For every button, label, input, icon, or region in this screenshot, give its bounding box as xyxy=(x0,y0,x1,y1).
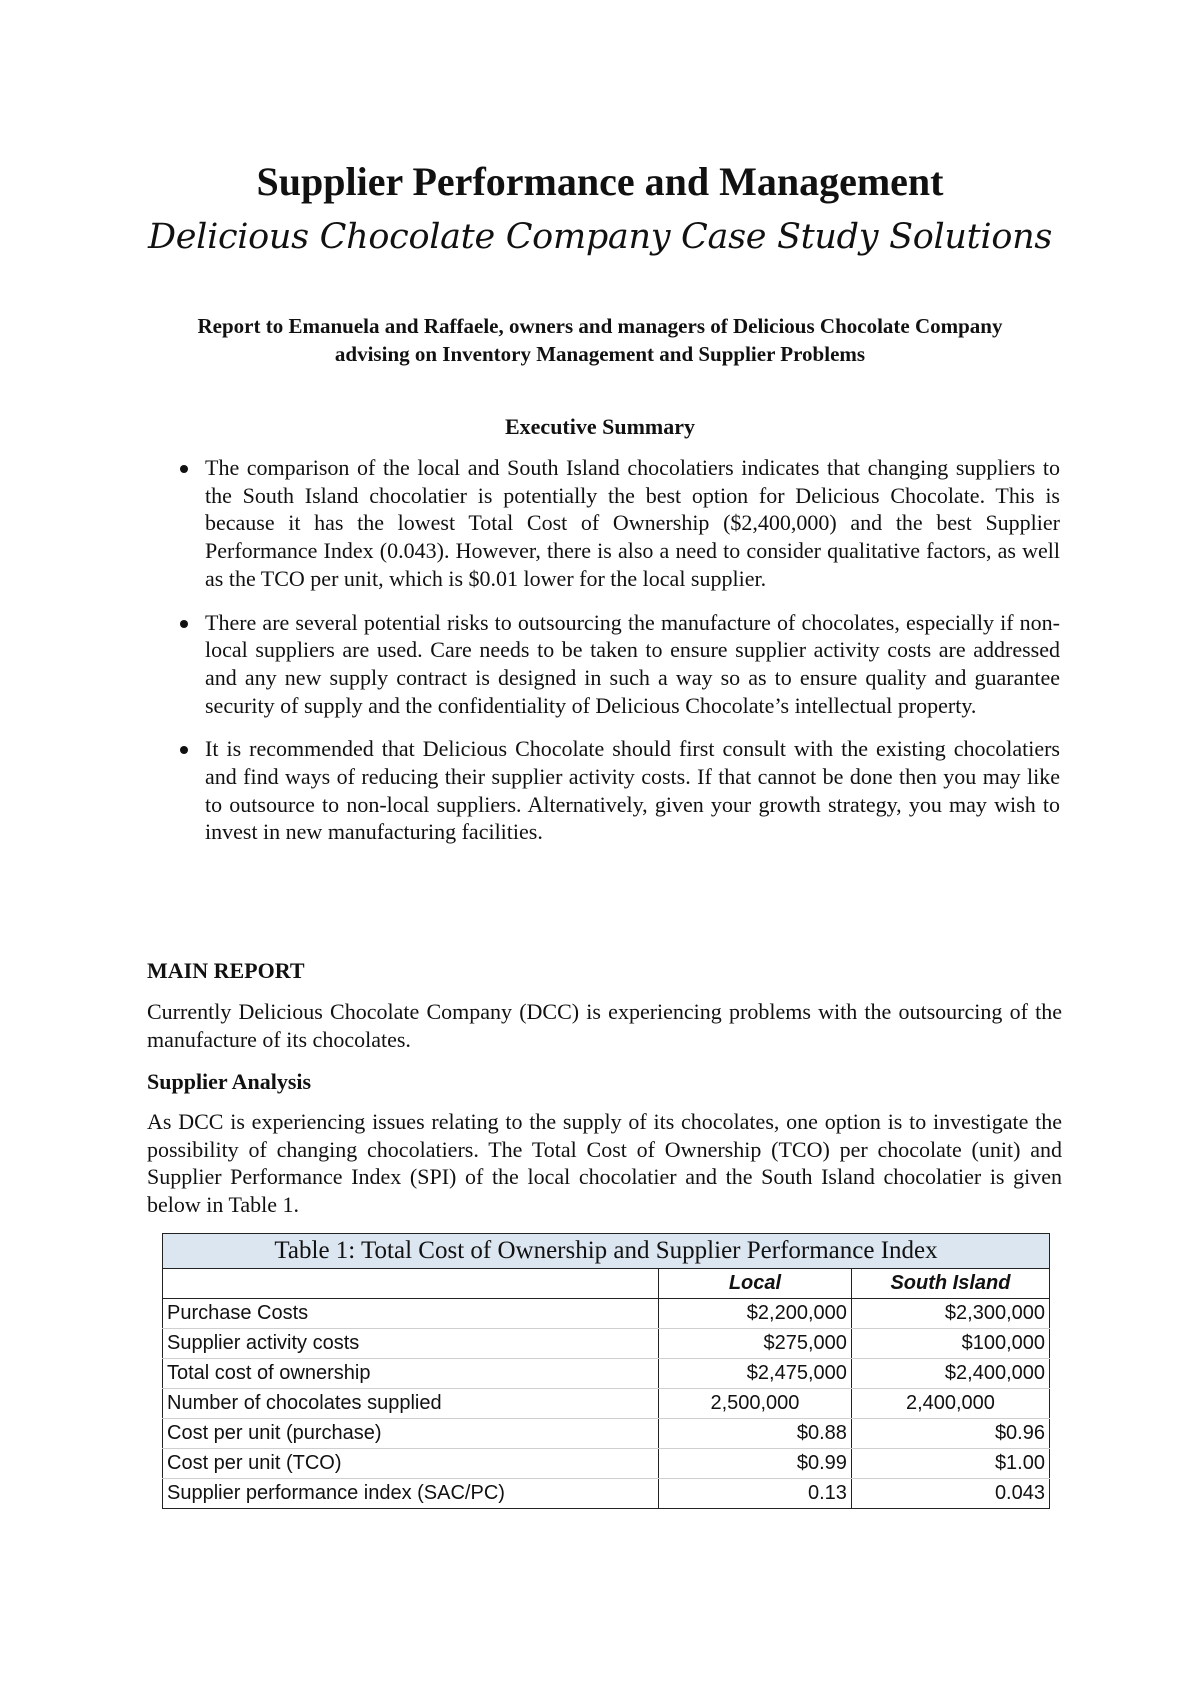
column-header-south-island: South Island xyxy=(851,1269,1049,1299)
document-title: Supplier Performance and Management xyxy=(256,159,944,204)
executive-summary-heading: Executive Summary xyxy=(504,414,696,439)
tco-spi-table xyxy=(162,1233,1050,1509)
bullet-icon xyxy=(180,465,188,473)
table-row xyxy=(163,1419,1050,1449)
table-row xyxy=(163,1479,1050,1509)
row-label: Cost per unit (TCO) xyxy=(163,1449,659,1479)
main-report-intro: Currently Delicious Chocolate Company (DCC) is experiencing problems with the outsourcing of the manufacture of its chocolates. xyxy=(147,999,1062,1052)
south-island-value: $0.96 xyxy=(851,1419,1049,1449)
local-value: $0.88 xyxy=(659,1419,852,1449)
local-value: $0.99 xyxy=(659,1449,852,1479)
south-island-value: $2,300,000 xyxy=(851,1299,1049,1329)
local-value: $2,200,000 xyxy=(659,1299,852,1329)
row-label: Supplier performance index (SAC/PC) xyxy=(163,1479,659,1509)
table-row xyxy=(163,1329,1050,1359)
local-value: 0.13 xyxy=(659,1479,852,1509)
summary-bullet xyxy=(172,735,1060,846)
south-island-value: $1.00 xyxy=(851,1449,1049,1479)
summary-bullet-text: It is recommended that Delicious Chocolate should first consult with the existing chocolatiers and find ways of reducing their supplier activity costs. If that cannot be done then you may like to outsource to non-local suppliers. Alternatively, given your growth strategy, you may wish to invest in new manufacturing facilities. xyxy=(205,736,1060,845)
table-caption-row xyxy=(163,1234,1050,1269)
table-row xyxy=(163,1359,1050,1389)
bullet-icon xyxy=(180,620,188,628)
document-subtitle: Delicious Chocolate Company Case Study Solutions xyxy=(148,217,1052,257)
table-caption: Table 1: Total Cost of Ownership and Supplier Performance Index xyxy=(163,1234,1050,1269)
row-label: Total cost of ownership xyxy=(163,1359,659,1389)
south-island-value: $2,400,000 xyxy=(851,1359,1049,1389)
summary-bullet-text: There are several potential risks to outsourcing the manufacture of chocolates, especially if non-local suppliers are used. Care needs to be taken to ensure supplier activity costs are addressed and any new supply contract is designed in such a way so as to ensure quality and guarantee security of supply and the confidentiality of Delicious Chocolate’s intellectual property. xyxy=(205,609,1060,718)
south-island-value: $100,000 xyxy=(851,1329,1049,1359)
south-island-value: 0.043 xyxy=(851,1479,1049,1509)
column-header-label xyxy=(163,1269,659,1299)
local-value: $275,000 xyxy=(659,1329,852,1359)
supplier-analysis-text: As DCC is experiencing issues relating to the supply of its chocolates, one option is to investigate the possibility of changing chocolatiers. The Total Cost of Ownership (TCO) per chocolate (unit) and Supplier Performance Index (SPI) of the local chocolatier and the South Island chocolatier is given below in Table 1. xyxy=(147,1109,1062,1217)
bullet-icon xyxy=(180,746,188,754)
row-label: Purchase Costs xyxy=(163,1299,659,1329)
summary-bullet xyxy=(172,454,1060,593)
south-island-value: 2,400,000 xyxy=(851,1389,1049,1419)
table-1 xyxy=(162,1233,1050,1509)
summary-bullet-text: The comparison of the local and South Island chocolatiers indicates that changing suppliers to the South Island chocolatier is potentially the best option for Delicious Chocolate. This is because it has the lowest Total Cost of Ownership ($2,400,000) and the best Supplier Performance Index (0.043). However, there is also a need to consider qualitative factors, as well as the TCO per unit, which is $0.01 lower for the local supplier. xyxy=(205,455,1060,591)
table-row xyxy=(163,1389,1050,1419)
report-recipient: Report to Emanuela and Raffaele, owners and managers of Delicious Chocolate Company advising on Inventory Management and Supplier Problems xyxy=(197,314,1003,366)
table-row xyxy=(163,1299,1050,1329)
summary-bullet xyxy=(172,609,1060,720)
local-value: $2,475,000 xyxy=(659,1359,852,1389)
row-label: Supplier activity costs xyxy=(163,1329,659,1359)
row-label: Cost per unit (purchase) xyxy=(163,1419,659,1449)
table-row xyxy=(163,1449,1050,1479)
main-report-heading: MAIN REPORT xyxy=(147,958,305,983)
table-header-row xyxy=(163,1269,1050,1299)
executive-summary-list xyxy=(172,454,1060,862)
column-header-local: Local xyxy=(659,1269,852,1299)
row-label: Number of chocolates supplied xyxy=(163,1389,659,1419)
local-value: 2,500,000 xyxy=(659,1389,852,1419)
supplier-analysis-heading: Supplier Analysis xyxy=(147,1069,312,1094)
